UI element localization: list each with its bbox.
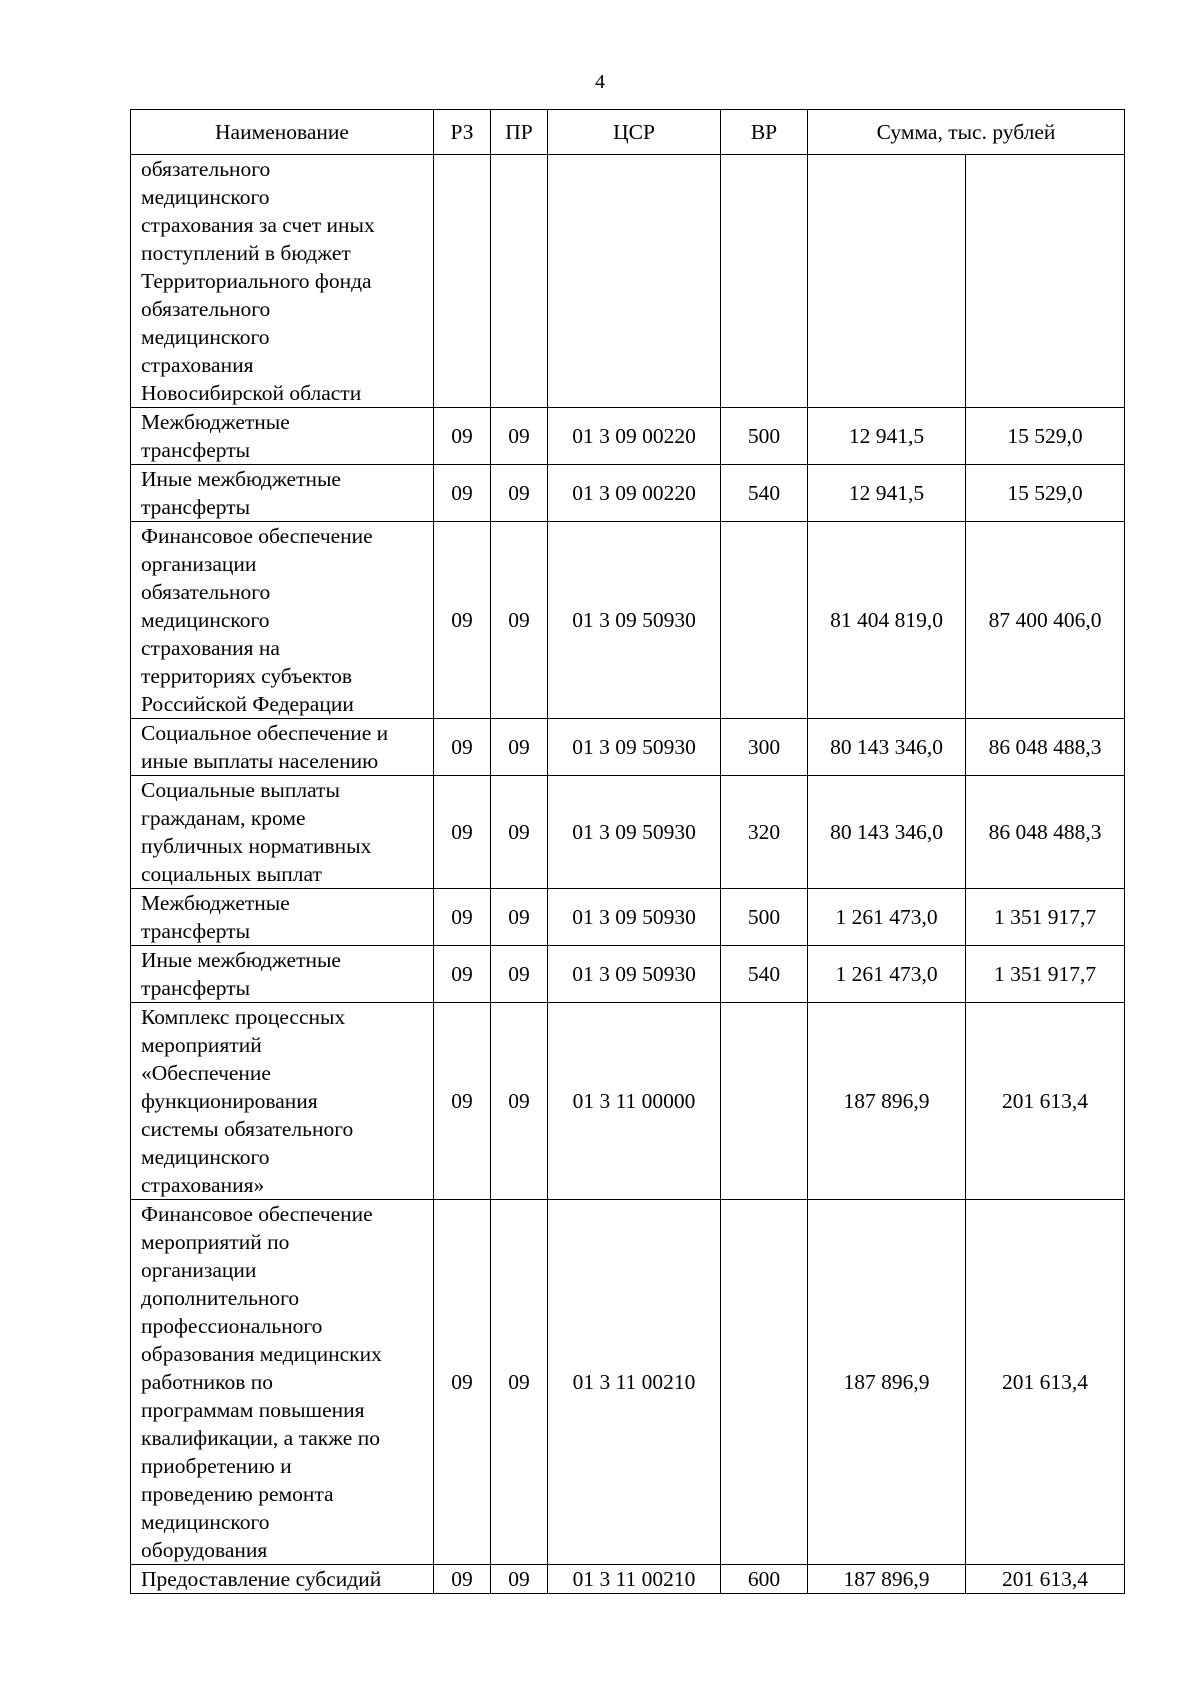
cell-csr: 01 3 09 50930: [548, 776, 721, 889]
cell-sum2: [966, 155, 1125, 408]
table-row: [131, 155, 1125, 408]
cell-vr: 300: [721, 719, 808, 776]
cell-name: Межбюджетные трансферты: [131, 889, 434, 946]
table-row: [131, 1200, 1125, 1565]
cell-vr: 500: [721, 408, 808, 465]
table-row: [131, 1565, 1125, 1594]
cell-rz: 09: [434, 719, 491, 776]
cell-rz: 09: [434, 1200, 491, 1565]
cell-name: Социальное обеспечение и иные выплаты населению: [131, 719, 434, 776]
cell-sum2: 1 351 917,7: [966, 889, 1125, 946]
cell-sum1: [808, 155, 966, 408]
table-row: [131, 408, 1125, 465]
cell-csr: [548, 155, 721, 408]
cell-vr: [721, 1003, 808, 1200]
table-row: [131, 889, 1125, 946]
cell-name: обязательного медицинского страхования за счет иных поступлений в бюджет Территориального фонда обязательного медицинского страхования Новосибирской области: [131, 155, 434, 408]
cell-name: Межбюджетные трансферты: [131, 408, 434, 465]
cell-vr: [721, 155, 808, 408]
cell-vr: [721, 522, 808, 719]
cell-sum2: 86 048 488,3: [966, 776, 1125, 889]
header-sum: Сумма, тыс. рублей: [808, 110, 1125, 155]
table-row: [131, 1003, 1125, 1200]
cell-name: Социальные выплаты гражданам, кроме публичных нормативных социальных выплат: [131, 776, 434, 889]
cell-rz: [434, 155, 491, 408]
cell-pr: 09: [491, 719, 548, 776]
table-row: [131, 719, 1125, 776]
cell-name: Предоставление субсидий: [131, 1565, 434, 1594]
cell-name: Комплекс процессных мероприятий «Обеспечение функционирования системы обязательного медицинского страхования»: [131, 1003, 434, 1200]
cell-sum2: 201 613,4: [966, 1200, 1125, 1565]
table-row: [131, 465, 1125, 522]
cell-name: Иные межбюджетные трансферты: [131, 465, 434, 522]
cell-sum1: 80 143 346,0: [808, 776, 966, 889]
header-pr: ПР: [491, 110, 548, 155]
cell-pr: [491, 155, 548, 408]
cell-name: Финансовое обеспечение мероприятий по организации дополнительного профессионального образования медицинских работников по программам повышения квалификации, а также по приобретению и проведению ремонта медицинского оборудования: [131, 1200, 434, 1565]
cell-csr: 01 3 09 50930: [548, 946, 721, 1003]
cell-sum1: 81 404 819,0: [808, 522, 966, 719]
header-vr: ВР: [721, 110, 808, 155]
cell-name: Финансовое обеспечение организации обязательного медицинского страхования на территориях субъектов Российской Федерации: [131, 522, 434, 719]
cell-sum2: 201 613,4: [966, 1565, 1125, 1594]
cell-sum2: 15 529,0: [966, 465, 1125, 522]
cell-rz: 09: [434, 889, 491, 946]
table-row: [131, 946, 1125, 1003]
cell-csr: 01 3 11 00210: [548, 1565, 721, 1594]
table-row: [131, 776, 1125, 889]
cell-sum1: 187 896,9: [808, 1565, 966, 1594]
cell-pr: 09: [491, 522, 548, 719]
cell-pr: 09: [491, 1200, 548, 1565]
cell-csr: 01 3 09 00220: [548, 465, 721, 522]
cell-rz: 09: [434, 946, 491, 1003]
budget-table: [130, 109, 1125, 1594]
cell-sum1: 1 261 473,0: [808, 889, 966, 946]
cell-rz: 09: [434, 408, 491, 465]
header-name: Наименование: [131, 110, 434, 155]
cell-vr: 540: [721, 465, 808, 522]
cell-pr: 09: [491, 408, 548, 465]
cell-csr: 01 3 09 50930: [548, 889, 721, 946]
cell-sum1: 187 896,9: [808, 1003, 966, 1200]
table-row: [131, 522, 1125, 719]
header-csr: ЦСР: [548, 110, 721, 155]
cell-csr: 01 3 09 00220: [548, 408, 721, 465]
cell-name: Иные межбюджетные трансферты: [131, 946, 434, 1003]
cell-csr: 01 3 09 50930: [548, 522, 721, 719]
cell-sum1: 12 941,5: [808, 465, 966, 522]
cell-sum1: 80 143 346,0: [808, 719, 966, 776]
cell-sum1: 187 896,9: [808, 1200, 966, 1565]
cell-vr: 320: [721, 776, 808, 889]
cell-pr: 09: [491, 1565, 548, 1594]
cell-pr: 09: [491, 776, 548, 889]
cell-sum1: 12 941,5: [808, 408, 966, 465]
table-header-row: [131, 110, 1125, 155]
cell-sum2: 15 529,0: [966, 408, 1125, 465]
cell-pr: 09: [491, 889, 548, 946]
cell-vr: [721, 1200, 808, 1565]
header-rz: РЗ: [434, 110, 491, 155]
cell-sum2: 87 400 406,0: [966, 522, 1125, 719]
cell-sum2: 86 048 488,3: [966, 719, 1125, 776]
cell-rz: 09: [434, 776, 491, 889]
cell-vr: 500: [721, 889, 808, 946]
cell-csr: 01 3 11 00210: [548, 1200, 721, 1565]
cell-vr: 600: [721, 1565, 808, 1594]
cell-pr: 09: [491, 946, 548, 1003]
cell-sum2: 1 351 917,7: [966, 946, 1125, 1003]
cell-rz: 09: [434, 522, 491, 719]
cell-sum2: 201 613,4: [966, 1003, 1125, 1200]
cell-csr: 01 3 11 00000: [548, 1003, 721, 1200]
cell-pr: 09: [491, 1003, 548, 1200]
cell-pr: 09: [491, 465, 548, 522]
cell-vr: 540: [721, 946, 808, 1003]
cell-rz: 09: [434, 465, 491, 522]
page-number: 4: [595, 71, 605, 93]
cell-csr: 01 3 09 50930: [548, 719, 721, 776]
cell-rz: 09: [434, 1565, 491, 1594]
cell-rz: 09: [434, 1003, 491, 1200]
cell-sum1: 1 261 473,0: [808, 946, 966, 1003]
